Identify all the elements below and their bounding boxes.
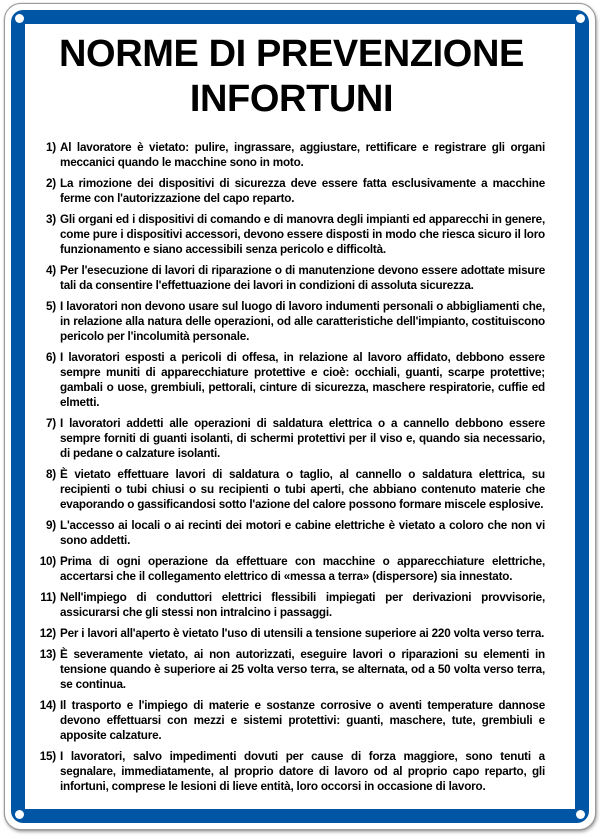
rule-number: 6) (46, 351, 56, 364)
sign-title-line-2: INFORTUNI (189, 78, 394, 120)
rule-item (38, 299, 545, 344)
rule-number: 11) (40, 591, 56, 604)
rules-list (38, 140, 545, 794)
rule-item (38, 698, 545, 743)
rule-number: 14) (39, 699, 56, 712)
mounting-hole-top-left-icon (15, 14, 24, 23)
rule-text: I lavoratori esposti a pericoli di offesa, in relazione al lavoro affidato, debbono essere sempre muniti di apparecchiature protettive e cioè: occhiali, guanti, scarpe protettive; gambali o uose, grembiuli, pettorali, cinture di sicurezza, maschere respiratorie, cuffie ed elmetti. (60, 351, 545, 409)
rule-item (38, 647, 545, 692)
rule-item (38, 263, 545, 293)
rule-item (38, 176, 545, 206)
rule-number: 9) (46, 519, 56, 532)
mounting-hole-bottom-left-icon (15, 810, 24, 819)
rule-text: La rimozione dei dispositivi di sicurezza deve essere fatta esclusivamente a macchine ferme con l'autorizzazione del capo reparto. (60, 177, 545, 205)
rule-number: 4) (46, 264, 56, 277)
rule-item (38, 140, 545, 170)
rule-text: È severamente vietato, ai non autorizzati, eseguire lavori o riparazioni su elementi in tensione quando è superiore ai 25 volta verso terra, se alternata, od a 50 volta verso terra, se continua. (60, 648, 545, 691)
rule-number: 13) (39, 648, 56, 661)
rule-number: 2) (46, 177, 56, 190)
rule-number: 3) (46, 213, 56, 226)
rule-item (38, 350, 545, 410)
sign-title-line-1: NORME DI PREVENZIONE (59, 33, 524, 75)
rule-text: Per l'esecuzione di lavori di riparazione o di manutenzione devono essere adottate misure tali da consentire l'effettuazione dei lavori in condizioni di assoluta sicurezza. (60, 264, 545, 292)
rule-item (38, 467, 545, 512)
mounting-hole-top-right-icon (576, 14, 585, 23)
rule-text: Al lavoratore è vietato: pulire, ingrassare, aggiustare, rettificare e registrare gli organi meccanici quando le macchine sono in moto. (60, 141, 545, 169)
rule-item (38, 212, 545, 257)
rule-item (38, 416, 545, 461)
rule-item (38, 590, 545, 620)
safety-sign-plate (4, 3, 596, 830)
rule-item (38, 626, 545, 641)
rule-text: I lavoratori, salvo impedimenti dovuti per cause di forza maggiore, sono tenuti a segnalare, immediatamente, al proprio datore di lavoro od al proprio capo reparto, gli infortuni, comprese le lesioni di lieve entità, loro occorsi in occasione di lavoro. (60, 750, 545, 793)
rule-number: 8) (46, 468, 56, 481)
rule-number: 12) (39, 627, 56, 640)
rule-number: 10) (39, 555, 56, 568)
rule-text: Prima di ogni operazione da effettuare con macchine o apparecchiature elettriche, accertarsi che il collegamento elettrico di «messa a terra» (dispersore) sia innestato. (60, 555, 545, 583)
rule-number: 15) (39, 750, 56, 763)
rule-number: 5) (46, 300, 56, 313)
rule-text: L'accesso ai locali o ai recinti dei motori e cabine elettriche è vietato a coloro che non vi sono addetti. (60, 519, 545, 547)
rule-text: Il trasporto e l'impiego di materie e sostanze corrosive o aventi temperature dannose devono effettuarsi con mezzi e sistemi protettivi: guanti, maschere, tute, grembiuli e apposite calzature. (60, 699, 545, 742)
rule-item (38, 518, 545, 548)
rule-number: 7) (46, 417, 56, 430)
rule-text: Per i lavori all'aperto è vietato l'uso di utensili a tensione superiore ai 220 volta verso terra. (60, 627, 545, 640)
rule-number: 1) (46, 141, 56, 154)
sign-title (38, 32, 545, 122)
rule-text: I lavoratori addetti alle operazioni di saldatura elettrica o a cannello debbono essere sempre forniti di guanti isolanti, di schermi protettivi per il viso e, quando sia necessario, di pedane o calzature isolanti. (60, 417, 545, 460)
mounting-hole-bottom-right-icon (576, 810, 585, 819)
rule-text: Gli organi ed i dispositivi di comando e di manovra degli impianti ed apparecchi in genere, come pure i dispositivi accessori, devono essere disposti in modo che riesca sicuro il loro funzionamento e siano accessibili senza pericolo e difficoltà. (60, 213, 545, 256)
blue-border-frame (11, 10, 589, 823)
sign-content (25, 24, 575, 809)
rule-text: I lavoratori non devono usare sul luogo di lavoro indumenti personali o abbigliamenti che, in relazione alla natura delle operazioni, od alle caratteristiche dell'impianto, costituiscono pericolo per l'incolumità personale. (60, 300, 545, 343)
rule-text: Nell'impiego di conduttori elettrici flessibili impiegati per derivazioni provvisorie, assicurarsi che gli stessi non intralcino i passaggi. (60, 591, 545, 619)
rule-item (38, 554, 545, 584)
rule-item (38, 749, 545, 794)
rule-text: È vietato effettuare lavori di saldatura o taglio, al cannello o saldatura elettrica, su recipienti o tubi chiusi o su recipienti o tubi aperti, che abbiano contenuto materie che evaporando o gassificandosi sotto l'azione del calore possono formare miscele esplosive. (60, 468, 545, 511)
